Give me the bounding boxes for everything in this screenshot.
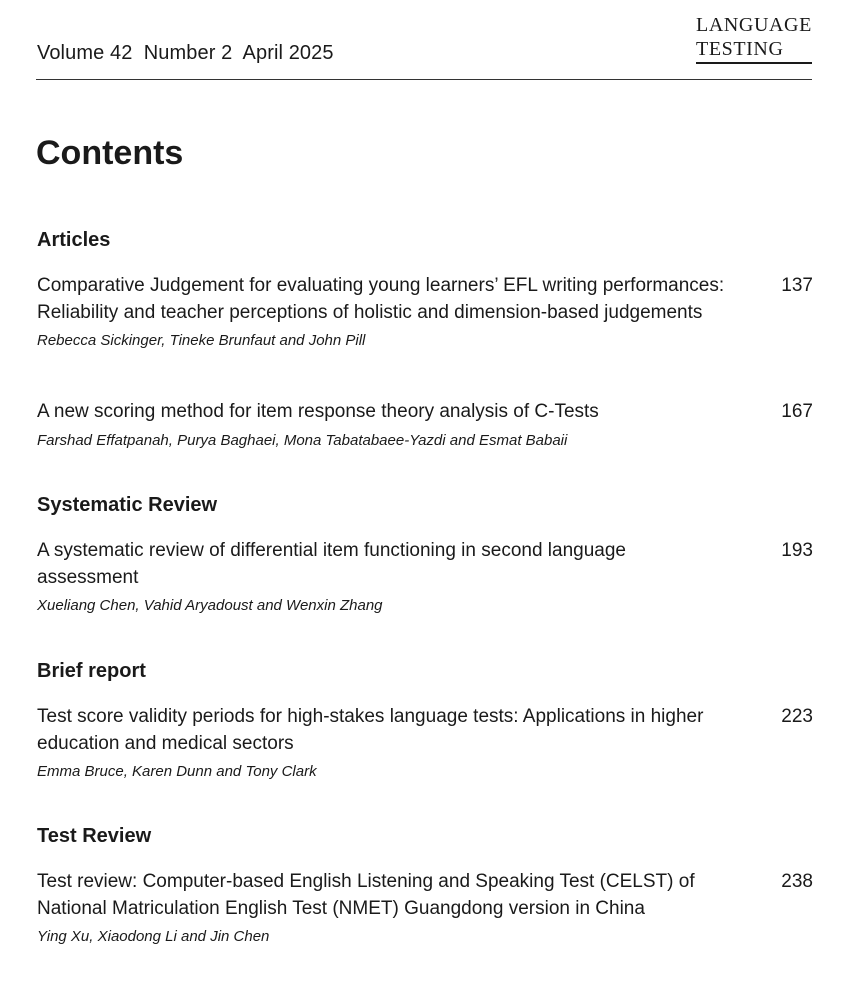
entry-page-number: 137: [781, 275, 813, 296]
entry-page-number: 238: [781, 871, 813, 892]
entry-authors: Emma Bruce, Karen Dunn and Tony Clark: [37, 763, 317, 780]
issue-info: Volume 42 Number 2 April 2025: [37, 42, 334, 64]
entry-authors: Rebecca Sickinger, Tineke Brunfaut and John Pill: [37, 332, 366, 349]
toc-entry-dif-review[interactable]: [37, 538, 813, 614]
entry-page-number: 167: [781, 401, 813, 422]
section-heading-systematic-review: Systematic Review: [37, 494, 218, 516]
entry-title: A new scoring method for item response theory analysis of C-Tests: [37, 401, 599, 422]
entry-page-number: 193: [781, 540, 813, 561]
entry-title: Test review: Computer-based English Listening and Speaking Test (CELST) of National Matriculation English Test (NMET) Guangdong version in China: [37, 871, 695, 919]
entry-title: A systematic review of differential item functioning in second language assessment: [37, 540, 626, 588]
entry-title: Test score validity periods for high-stakes language tests: Applications in higher education and medical sectors: [37, 706, 704, 754]
entry-authors: Ying Xu, Xiaodong Li and Jin Chen: [37, 928, 270, 945]
entry-page-number: 223: [781, 706, 813, 727]
header-divider: [36, 79, 812, 80]
toc-entry-validity-periods[interactable]: [37, 704, 813, 780]
toc-entry-celst-review[interactable]: [37, 869, 813, 945]
entry-title: Comparative Judgement for evaluating young learners’ EFL writing performances: Reliability and teacher perceptions of holistic and dimension-based judgements: [37, 275, 725, 323]
journal-logo: [696, 13, 812, 64]
page-title: Contents: [36, 134, 184, 172]
journal-logo-line-1: LANGUAGE: [696, 14, 812, 36]
entry-authors: Xueliang Chen, Vahid Aryadoust and Wenxin Zhang: [37, 597, 383, 614]
section-heading-brief-report: Brief report: [37, 660, 146, 682]
toc-entry-comparative-judgement[interactable]: [37, 273, 813, 349]
journal-logo-line-2: TESTING: [696, 37, 812, 64]
toc-entry-ctest-scoring[interactable]: [37, 399, 813, 449]
entry-authors: Farshad Effatpanah, Purya Baghaei, Mona Tabatabaee-Yazdi and Esmat Babaii: [37, 431, 568, 449]
section-heading-articles: Articles: [37, 229, 111, 251]
section-heading-test-review: Test Review: [37, 825, 152, 847]
